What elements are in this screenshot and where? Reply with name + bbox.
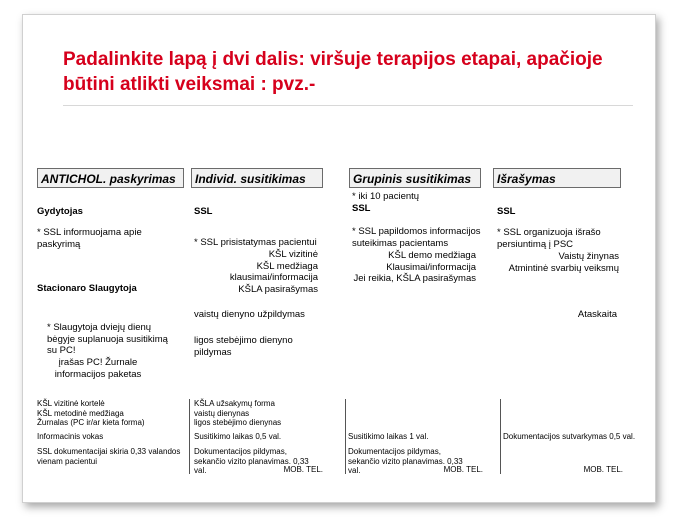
title-divider	[63, 105, 633, 106]
col3-list	[343, 250, 476, 285]
list-item: Atmintinė svarbių veiksmų	[508, 262, 619, 274]
header-israsymas: Išrašymas	[493, 168, 621, 188]
slide	[22, 14, 656, 503]
col4-doc-time: Dokumentacijos sutvarkymas 0,5 val.	[503, 432, 636, 441]
col2-time: Susitikimo laikas 0,5 val.	[194, 432, 282, 441]
col3-text1: * SSL papildomos informacijos suteikimas pacientams	[352, 226, 481, 249]
col2-doc-time: Dokumentacijos pildymas, sekančio vizito planavimas. 0,33 val.	[194, 447, 309, 475]
col3-time: Susitikimo laikas 1 val.	[348, 432, 429, 441]
col1-docs: KŠL vizitinė kortelė KŠL metodinė medžiaga Žurnalas (PC ir/ar kieta forma)	[37, 399, 145, 427]
slide-title: Padalinkite lapą į dvi dalis: viršuje terapijos etapai, apačioje būtini atlikti veiksmai : pvz.-	[63, 49, 603, 95]
col4-text1: * SSL organizuoja išrašo persiuntimą į PSC	[497, 227, 601, 250]
col2-role: SSL	[194, 206, 213, 217]
col2-mob-tel: MOB. TEL.	[283, 465, 323, 474]
col4-report: Ataskaita	[577, 309, 617, 320]
header-grupinis: Grupinis susitikimas	[349, 168, 481, 188]
col1-text1: * SSL informuojama apie paskyrimą	[37, 227, 142, 250]
list-item: KŠL medžiaga	[256, 260, 318, 272]
list-item: Vaistų žinynas	[558, 251, 619, 262]
col4-mob-tel: MOB. TEL.	[583, 465, 623, 474]
col3-role: SSL	[352, 203, 371, 214]
list-item: KŠL vizitinė	[268, 249, 318, 260]
col3-doc-time: Dokumentacijos pildymas, sekančio vizito planavimas. 0,33 val.	[348, 447, 463, 475]
list-item: Jei reikia, KŠLA pasirašymas	[353, 273, 476, 284]
col2-docs: KŠLA užsakymų forma vaistų dienynas ligos stebėjimo dienynas	[194, 399, 282, 427]
role-stacionaro-slaugytoja: Stacionaro Slaugytoja	[37, 283, 137, 294]
col2-text1: * SSL prisistatymas pacientui	[194, 237, 317, 248]
header-antichol: ANTICHOL. paskyrimas	[37, 168, 184, 188]
col1-time: SSL dokumentacijai skiria 0,33 valandos vienam pacientui	[37, 447, 181, 466]
column-separator	[500, 399, 501, 474]
list-item: klausimai/informacija	[229, 272, 318, 283]
col2-text3: ligos stebėjimo dienyno pildymas	[194, 335, 293, 358]
col1-info: Informacinis vokas	[37, 432, 104, 441]
col4-role: SSL	[497, 206, 516, 217]
col3-mob-tel: MOB. TEL.	[443, 465, 483, 474]
column-separator	[189, 399, 190, 474]
col1-text2: * Slaugytoja dviejų dienų bėgyje suplanuoja susitikimą su PC!	[47, 322, 168, 356]
col2-text2: vaistų dienyno užpildymas	[194, 309, 305, 320]
list-item: Klausimai/informacija	[386, 261, 476, 273]
list-item: KŠL demo medžiaga	[388, 250, 476, 261]
list-item: KŠLA pasirašymas	[238, 283, 318, 295]
header-individ: Individ. susitikimas	[191, 168, 323, 188]
col2-list	[194, 249, 318, 295]
column-separator	[345, 399, 346, 474]
col1-text3: įrašas PC! Žurnale informacijos paketas	[54, 357, 142, 380]
role-gydytojas: Gydytojas	[37, 206, 83, 217]
col3-note: * iki 10 pacientų	[352, 191, 420, 202]
col4-list	[497, 251, 619, 274]
